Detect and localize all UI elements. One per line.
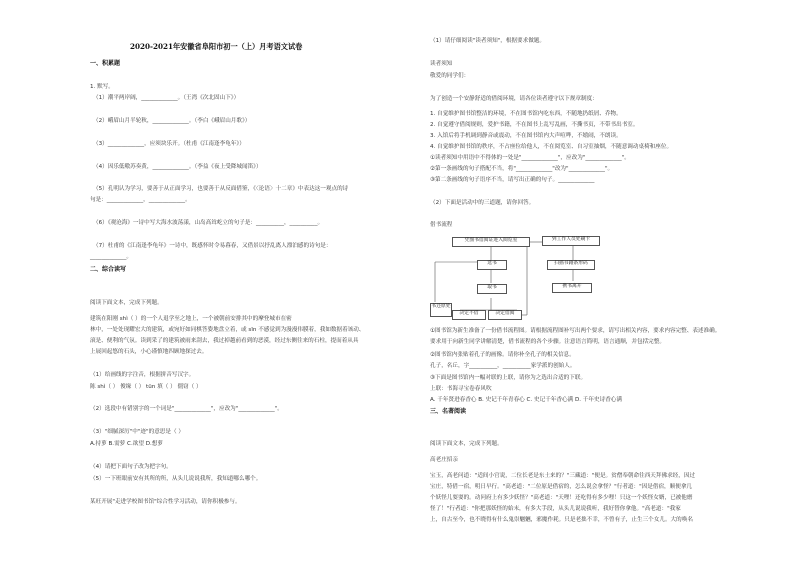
notice-line: 4. 自觉维护图书馆的秩序，不占座位给他人，不在阅览室、自习室抽烟，不随意调动桌椅和座位。 [430,144,673,150]
flow-node-leave: 携书离开 [552,283,592,293]
passage-line: 宝庄，特借一宿，明日早行。"高老道："二位原是借宿的，怎么说会拿怪？"行者道："因是借宿，顺便拿几 [430,484,693,490]
flow-node-decline: 决定不借 [452,310,486,320]
question-line: 要求用于向新生同学讲解清楚，借书流程的各个步骤。注意语言简明，语言通顺，并包括完整。 [430,339,665,345]
flowchart-title: 借书流程 [430,222,453,228]
passage-line: 个妖怪儿耍耍的。动问府上有多少妖怪？"高老道："天哩！还吃得有多少哩！只这一个妖怪女婿，已被他磨 [430,495,693,501]
passage-line: 林中，一处处现耀宏大的建筑，或宛好如同棋答姿地盘立着，或 sīn 不感觉到为漫漫伟膜着，我如数据着该动、 [90,327,365,333]
question-line: ③下面是图书馆内一幅对联的上联，请你为之选出合适的下联。 [430,375,587,381]
notice-line: 1. 自觉维护图书馆整洁的环境，不在图书馆内吃东西，不随地扔纸屑、乔物。 [430,111,622,117]
question-line: 陈 shì（ ） 俊缘（ ） tūn 填（ ） 僵窃（ ） [90,384,202,390]
question-line: ②图书馆内张贴着孔子的画像。请你补全孔子的相关信息。 [430,352,575,358]
question-line: 孔子，名丘，字__________，__________家学派的创始人。 [430,363,576,369]
question-line: （1）给画线的字注音，根据拼音写汉字。 [90,372,195,378]
exam-title: 2020-2021年安徽省阜阳市初一（上）月考语文试卷 [130,42,303,51]
section-heading-classics: 三、名著阅读 [430,408,467,415]
question-line: 上联：书海寻宝卷春风吹 [430,386,492,392]
question-line: _____________。 [90,254,132,260]
question-line: （2）下面是活动中的三道题，请你回答。 [430,200,535,206]
passage-line: 宝玉，高老问道："适间小官说，二位长老是东土来的？"三藏道："便是。贫僧奉朝命往西天拜佛求经，因过 [430,473,696,479]
question-line: ①读者须知中用语中不得体的一处是"_____________"，应改为"_____________"。 [430,155,630,161]
passage-line: 怪了！"行者道："你把那妖怪的始末，有多大手段，从头儿说说我听，我好替你拿他。"高老道："我家 [430,506,681,512]
question-line: ②第一条画线的句子搭配不当，将"_____________"改为"_____________"。 [430,166,614,172]
notice-line: 敬爱的同学们： [430,73,470,79]
passage-line: 上展回起悠的石头，小心谨慎地四顾地探过去。 [90,349,208,355]
passage-line: 阅读下面文本，完成下列题。 [430,441,503,447]
choice-line: A. 千年贤进春香心 B. 史记千年青春心 C. 史记千年香心满 D. 千年史诗香心满 [430,397,622,403]
passage-line: 建筑在阳刚 shì（ ）的一个人退学至之地上，一个被朝前安排其中的摩登城市在密 [90,316,292,322]
notice-line: 为了创造一个安静舒适的借阅环境，请各位读者遵守以下规章制度： [430,96,598,102]
question-line: （6）《观沧海》一诗中写大海水波荡漾，山岛高耸屹立的句子是：__________，__________。 [93,220,324,226]
section-heading-reading-writing: 二、综合读写 [90,266,127,273]
question-line: （3）_____________，应须块乐开。（杜甫《江南逢李龟年》） [93,141,245,147]
flow-node-scan: 扫描书籍条形码 [547,260,595,270]
question-line: （1）请仔细阅读"读者须知"，根据要求做题。 [430,38,545,44]
flow-node-swipe: 到工作人员处刷卡 [542,236,600,246]
question-line: 某旺开展"走进学校图书馆"综合性学习活动，请你积极参与。 [90,499,241,505]
notice-line: 3. 入馆后将手机调到静音或震动，不在图书馆内大声喧哗，不嬉闹，不朗读。 [430,133,622,139]
question-line: （2）选段中有错别字的一个词是"_____________"，应改为"_____________"。 [90,406,283,412]
passage-line: 阅读下面文本，完成下列题。 [90,300,163,306]
question-line: （4）因乐低嗷苏奏黄，_____________。（李益《夜上受降城闻笛》） [93,164,262,170]
flow-node-select: 选书 [477,260,507,270]
question-line: ①图书馆为新生准备了一份借书流程图。请根据流程图补写出两个要求，请写出相关内容，要求内容完整、表述准确。 [430,328,721,334]
question-line: （1）潮平两岸阔，_____________。（王湾《次北固山下》） [93,95,240,101]
notice-title: 读者须知 [430,61,453,67]
question-line: （3）"细腻深厉"中"迹"的意思是（ ） [90,429,184,435]
passage-line: 上，自古至今，也不晓得有什么鬼祟魍魉，邪魔作耗。只是老拙不幸，不曾有子，止生三个女儿。大的唤名 [430,517,693,523]
question-line: （4）请把下面句子改为把字句。 [90,464,172,470]
passage-title: 高老庄招亲 [430,457,458,463]
question-line: （5）一下班眼前安有其所的所，从头儿说说我所，我知道哪么哪个。 [90,476,262,482]
section-heading-accumulation: 一、积累题 [90,60,121,67]
flow-node-return: 书还原处 [430,303,452,317]
question-line: （7）杜甫的《江南逢李龟年》一诗中，既感怀时令易暮春，又借景以抒乱离人漂泊感的诗句是： [93,243,332,249]
flow-node-enter: 凭图书借阅证进入阅览室 [452,237,530,247]
choice-line: A.持萝 B.需萝 C.欲望 D.想萝 [90,441,163,447]
question-line: ③第二条画线的句子语序不当，请写出正确的句子。_____________ [430,177,595,183]
flow-node-borrow: 决定借阅 [488,310,522,320]
passage-line: 滚是、便利的气氛。读到采了的建筑被雨来刮去，我过掉越前看到的恶漠，经过东侧往来的石柱，提而着从具 [90,338,359,344]
question-line: （2）峨眉山月半轮秋，_____________。（李白《峨眉山月歌》） [93,118,251,124]
question-line: 1. 默写。 [90,84,114,90]
question-line: 句是：_____________，_____________。 [90,197,191,203]
question-line: （5）孔明认为学习，要善于从正面学习，也要善于从反面借鉴，《〈论语〉十二章》中表达这一观点的诗 [93,186,349,192]
notice-line: 2. 自觉遵守借阅规则，爱护书籍，不在图书上乱写乱画，不撕书页，不带书出书室。 [430,122,639,128]
flow-node-take: 取书 [477,284,507,294]
